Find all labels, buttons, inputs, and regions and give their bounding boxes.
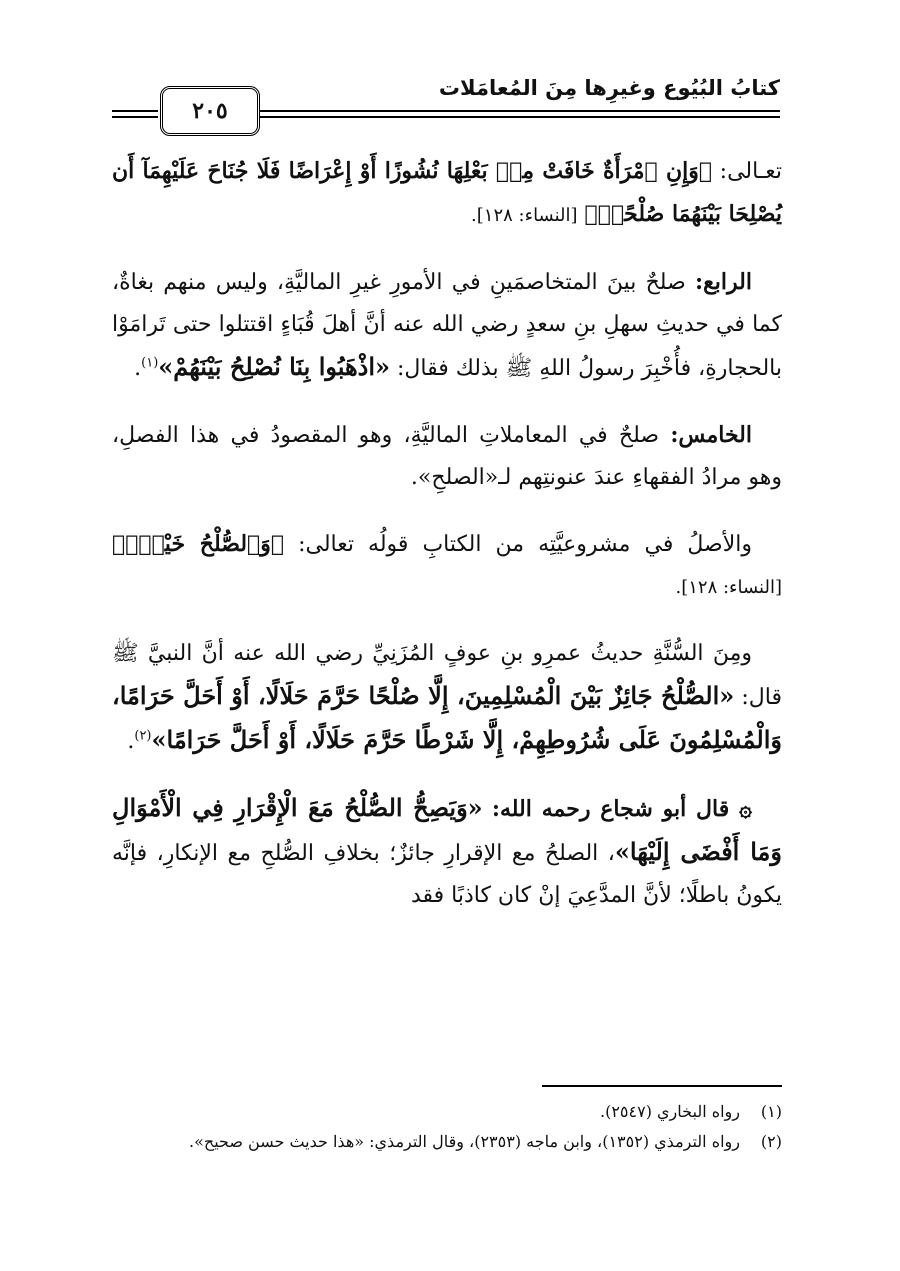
hadith-quote-2: «الصُّلْحُ جَائِزٌ بَيْنَ الْمُسْلِمِينَ، إِلَّا صُلْحًا حَرَّمَ حَلَالًا، أَوْ أَحَلَّ حَرَامًا، وَالْمُسْلِمُونَ عَلَى شُرُوطِهِمْ، إِلَّا شَرْطًا حَرَّمَ حَلَالًا، أَوْ أَحَلَّ حَرَامًا» <box>112 681 782 754</box>
paragraph-6-text: ، الصلحُ مع الإقرارِ جائزٌ؛ بخلافِ الصُّلحِ مع الإنكارِ، فإنَّه يكونُ باطلًا؛ لأنَّ المدَّعِيَ إنْ كان كاذبًا فقد <box>112 841 782 908</box>
paragraph-3 <box>112 414 782 499</box>
paragraph-2-text: صلحٌ بينَ المتخاصمَينِ في الأمورِ غيرِ الماليَّةِ، وليس منهم بغاةٌ، كما في حديثِ سهلِ بنِ سعدٍ رضي الله عنه أنَّ أهلَ قُبَاءٍ اقتتلوا حتى تَرامَوْا بالحجارةِ، فأُخْبِرَ رسولُ اللهِ ﷺ بذلك فقال: <box>112 270 782 381</box>
footnote-separator <box>542 1085 782 1087</box>
quran-verse: ﴿وَإِنِ ٱمْرَأَةٌ خَافَتْ مِنۢ بَعْلِهَا نُشُوزًا أَوْ إِعْرَاضًا فَلَا جُنَاحَ عَلَيْهِمَآ أَن يُصْلِحَا بَيْنَهُمَا صُلْحًاۚ﴾ <box>112 158 782 227</box>
footnotes <box>112 1097 782 1157</box>
paragraph-5-text: ومِنَ السُّنَّةِ حديثُ عمرِو بنِ عوفٍ المُزَنِيِّ رضي الله عنه أنَّ النبيَّ ﷺ قال: <box>112 641 782 710</box>
section-lead-fourth: الرابع: <box>694 269 752 295</box>
footnote-number: (٢) <box>760 1132 782 1151</box>
paragraph-4 <box>112 523 782 609</box>
footnote <box>112 1127 782 1157</box>
paragraph-3-text: صلحٌ في المعاملاتِ الماليَّةِ، وهو المقصودُ في هذا الفصلِ، وهو مرادُ الفقهاءِ عندَ عنونتِهم لـ«الصلحِ». <box>112 423 782 490</box>
paragraph-2-end: . <box>134 356 142 381</box>
paragraph-4-text: والأصلُ في مشروعيَّتِه من الكتابِ قولُه تعالى: <box>298 532 752 557</box>
footnote-number: (١) <box>760 1102 782 1121</box>
paragraph-6 <box>112 787 782 917</box>
paragraph-1-intro: تعـالى: <box>719 159 782 184</box>
footnote <box>112 1097 782 1127</box>
page-header <box>112 70 780 128</box>
header-rule-left <box>112 110 158 118</box>
verse-reference: [النساء: ١٢٨]. <box>471 205 578 226</box>
footnote-marker-2: (٢) <box>134 728 152 744</box>
footnote-text: رواه الترمذي (١٣٥٢)، وابن ماجه (٢٣٥٣)، وقال الترمذي: «هذا حديث حسن صحيح». <box>188 1132 740 1151</box>
header-rule <box>222 110 780 118</box>
footnote-marker-1: (١) <box>141 355 159 371</box>
book-title: كتابُ البُيُوع وغيرِها مِنَ المُعامَلات <box>438 76 780 100</box>
footnote-text: رواه البخاري (٢٥٤٧). <box>600 1102 740 1121</box>
paragraph-5 <box>112 633 782 763</box>
section-lead-fifth: الخامس: <box>670 422 752 448</box>
page-number: ٢٠٥ <box>192 98 228 124</box>
quran-verse-2: ﴿وَٱلصُّلْحُ خَيْرٌۗ﴾ <box>112 531 285 557</box>
hadith-quote: «اذْهَبُوا بِنَا نُصْلِحُ بَيْنَهُمْ» <box>158 352 391 381</box>
matn-lead: ۞ قال أبو شجاع رحمه الله: <box>491 796 752 822</box>
paragraph-5-end: . <box>127 729 135 754</box>
verse-reference-2: [النساء: ١٢٨]. <box>675 577 782 598</box>
page-number-box <box>160 86 260 136</box>
matn-quote: «وَيَصِحُّ الصُّلْحُ مَعَ الْإِقْرَارِ فِي الْأَمْوَالِ وَمَا أَفْضَى إِلَيْهَا» <box>112 793 782 866</box>
main-text <box>112 150 782 941</box>
paragraph-1 <box>112 150 782 237</box>
paragraph-2 <box>112 261 782 390</box>
